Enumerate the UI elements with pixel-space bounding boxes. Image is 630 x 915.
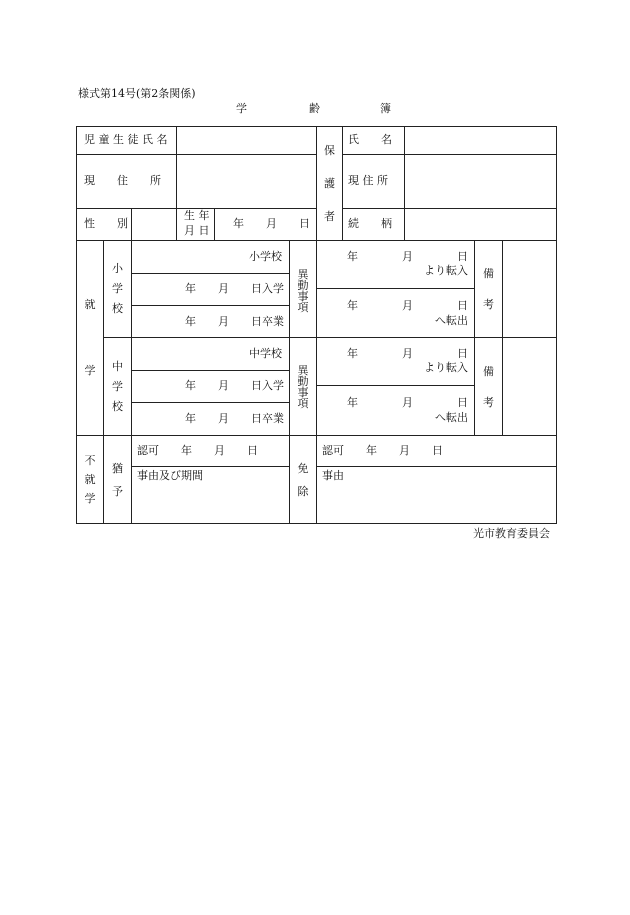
enrollment-label: 就 学 [84,298,96,377]
elementary-school-suffix: 小学校 [249,250,282,263]
title-char-2: 齢 [309,102,320,115]
dob-label-2: 月 日 [184,224,210,237]
junior-high-transfer-in: より転入 [424,361,468,374]
relation-label: 続 柄 [348,217,392,230]
elementary-remarks-label: 備 考 [483,266,494,311]
sex-label: 性 別 [84,217,128,230]
title-char-3: 簿 [380,102,391,115]
junior-high-change-label: 異 動 事 項 [297,364,309,410]
elementary-transfer-out: へ転出 [435,314,468,327]
deferral-approval: 認可 年 月 日 [137,444,258,457]
elementary-transfer-in: より転入 [424,264,468,277]
guardian-address-label: 現 住 所 [348,174,388,187]
junior-high-admission: 年 月 日入学 [185,379,284,392]
junior-high-transfer-in-date: 年 月 日 [347,347,468,360]
junior-high-school-suffix: 中学校 [249,347,282,360]
junior-high-graduation: 年 月 日卒業 [185,412,284,425]
non-enrollment-label: 不 就 学 [84,454,96,505]
exemption-approval: 認可 年 月 日 [322,444,443,457]
issuer: 光市教育委員会 [473,527,550,540]
elementary-transfer-in-date: 年 月 日 [347,250,468,263]
form-number: 様式第14号(第2条関係) [78,87,196,100]
exemption-label: 免 除 [297,461,309,498]
junior-high-remarks-label: 備 考 [483,364,494,409]
guardian-name-label: 氏 名 [348,133,392,146]
junior-high-label: 中 学 校 [112,360,123,413]
guardian-label: 保 護 者 [324,143,335,223]
deferral-reason-period: 事由及び期間 [137,469,203,482]
title-char-1: 学 [236,102,247,115]
elementary-graduation: 年 月 日卒業 [185,315,284,328]
dob-label-1: 生 年 [184,209,210,222]
elementary-label: 小 学 校 [112,262,123,315]
junior-high-transfer-out: へ転出 [435,411,468,424]
deferral-label: 猶 予 [112,461,123,498]
elementary-change-label: 異 動 事 項 [297,268,309,314]
dob-value: 年 月 日 [233,217,310,230]
student-address-label: 現 住 所 [84,174,161,187]
elementary-transfer-out-date: 年 月 日 [347,299,468,312]
elementary-admission: 年 月 日入学 [185,282,284,295]
exemption-reason: 事由 [322,469,344,482]
junior-high-transfer-out-date: 年 月 日 [347,396,468,409]
student-name-label: 児 童 生 徒 氏 名 [84,133,168,146]
